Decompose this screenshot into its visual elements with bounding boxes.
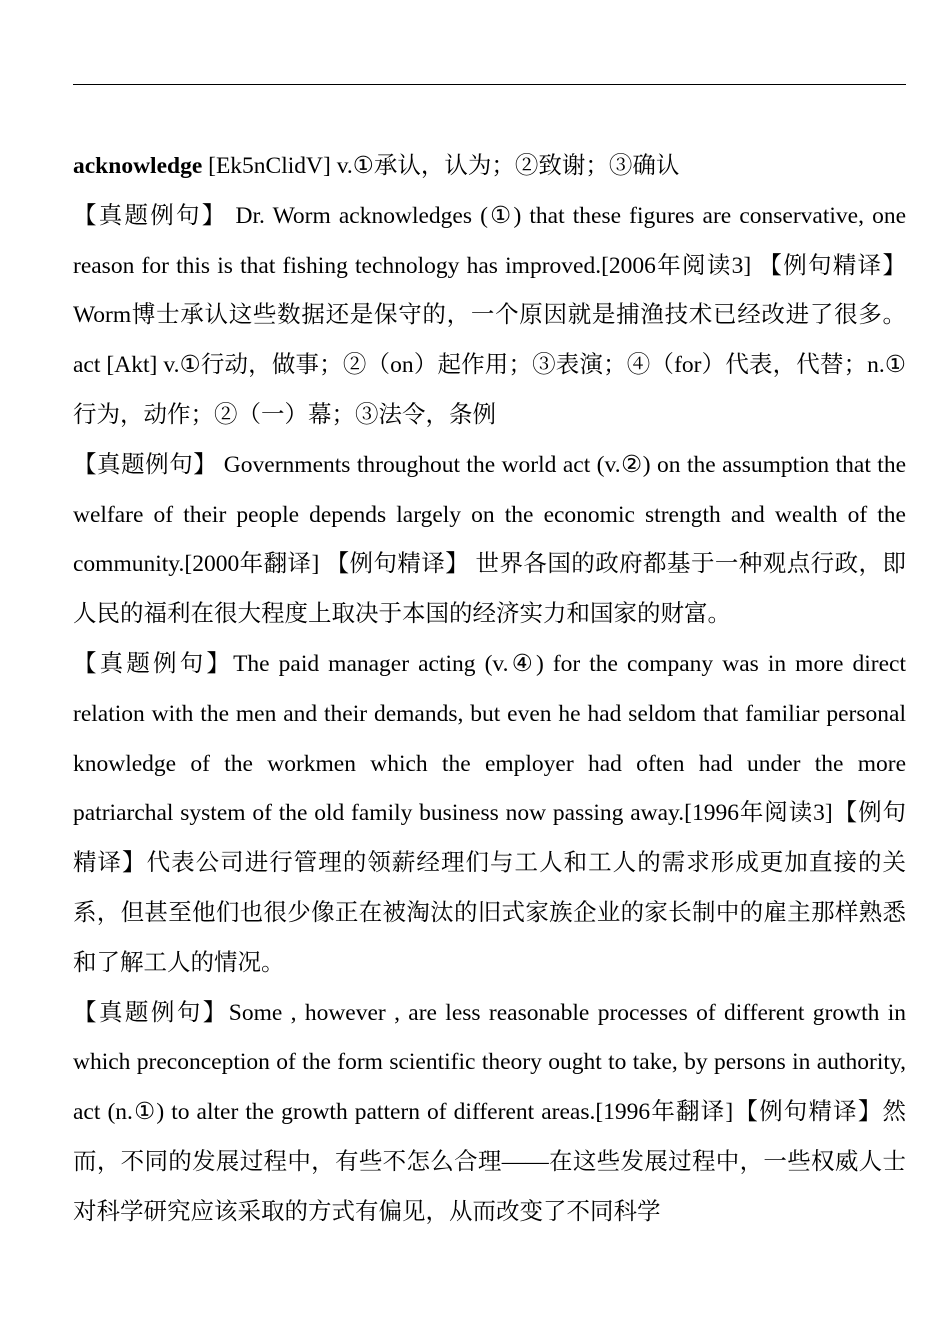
example-paragraph-1: 【真题例句】 Dr. Worm acknowledges (①) that these figures are conservative, one reason for this is that fishing technology has improved.[2006年阅读3] 【例句精译】Worm博士承认这些数据还是保守的，一个原因就是捕渔技术已经改进了很多。act [Akt] v.①行动，做事；②（on）起作用；③表演；④（for）代表，代替；n.①行为，动作；②（一）幕；③法令，条例	[73, 202, 906, 428]
example-paragraph-4: 【真题例句】Some , however , are less reasonable processes of different growth in which preconception of the form scientific theory ought to take, by persons in authority, act (n.①) to alter the growth pattern of different areas.[1996年翻译]【例句精译】然而，不同的发展过程中，有些不怎么合理——在这些发展过程中，一些权威人士对科学研究应该采取的方式有偏见，从而改变了不同科学	[73, 999, 906, 1225]
example-paragraph-3: 【真题例句】The paid manager acting (v.④) for the company was in more direct relation with the men and their demands, but even he had seldom that familiar personal knowledge of the workmen which the employer had often had under the more patriarchal system of the old family business now passing away.[1996年阅读3]【例句精译】代表公司进行管理的领薪经理们与工人和工人的需求形成更加直接的关系，但甚至他们也很少像正在被淘汰的旧式家族企业的家长制中的雇主那样熟悉和了解工人的情况。	[73, 650, 906, 976]
headword-definition: [Ek5nClidV] v.①承认，认为；②致谢；③确认	[202, 153, 680, 179]
entry-acknowledge	[73, 142, 906, 192]
example-paragraph-2: 【真题例句】 Governments throughout the world act (v.②) on the assumption that the welfare of their people depends largely on the economic strength and wealth of the community.[2000年翻译] 【例句精译】 世界各国的政府都基于一种观点行政，即人民的福利在很大程度上取决于本国的经济实力和国家的财富。	[73, 451, 906, 628]
document-page	[73, 0, 906, 1344]
header-rule	[73, 84, 906, 85]
document-body	[73, 142, 906, 1238]
headword: acknowledge	[73, 153, 203, 179]
